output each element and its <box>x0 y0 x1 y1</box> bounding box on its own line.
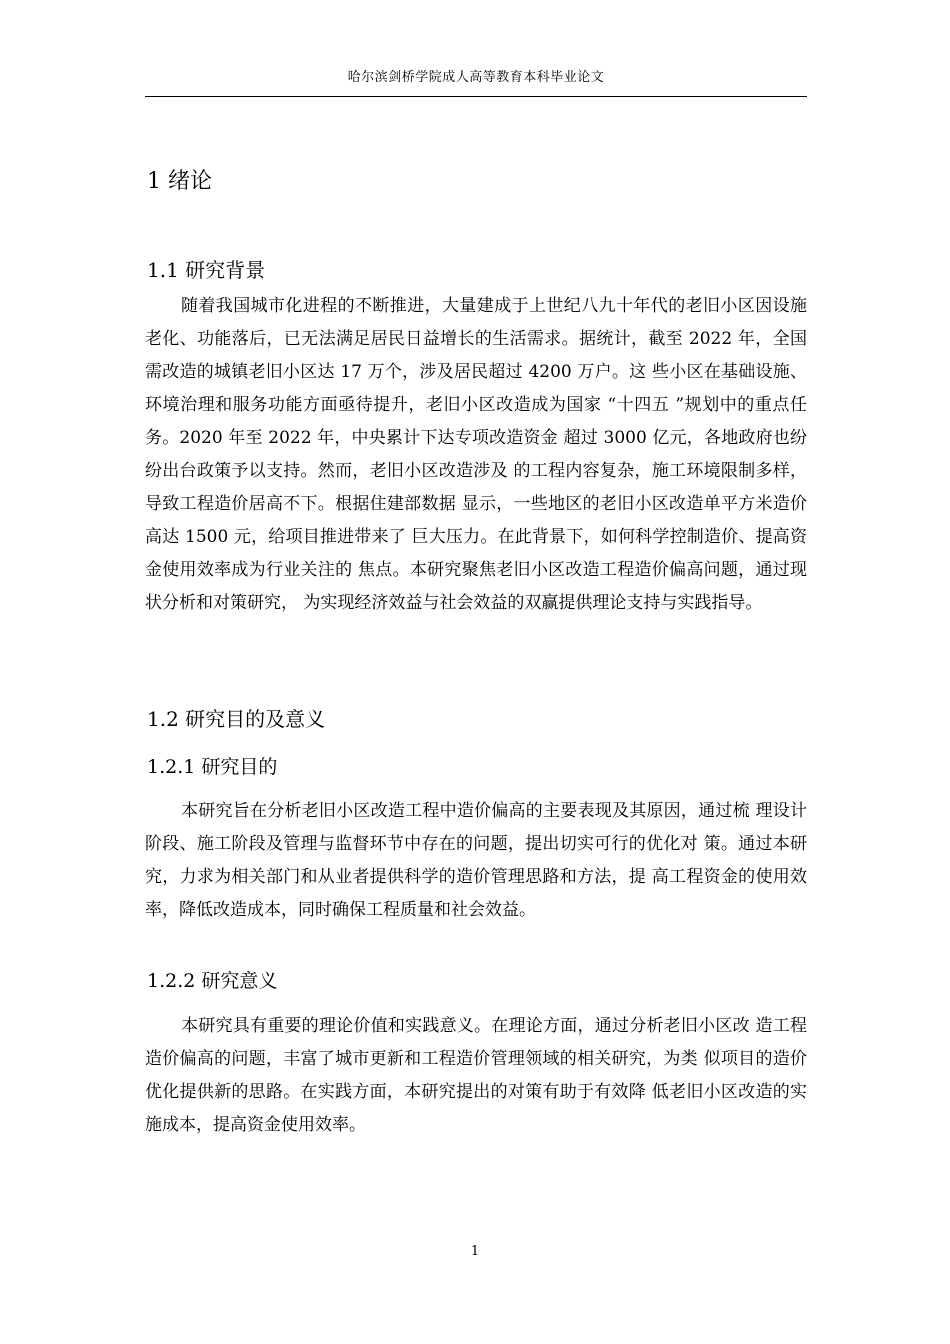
running-header: 哈尔滨剑桥学院成人高等教育本科毕业论文 <box>347 70 605 85</box>
section-1-2-title: 1.2 研究目的及意义 <box>147 707 326 731</box>
section-1-1-title: 1.1 研究背景 <box>147 258 266 282</box>
section-1-2-2-paragraph: 本研究具有重要的理论价值和实践意义。在理论方面，通过分析老旧小区改 造工程造价偏高的问题，丰富了城市更新和工程造价管理领域的相关研究，为类 似项目的造价优化提供新的思路。在实践方面，本研究提出的对策有助于有效降 低老旧小区改造的实施成本，提高资金使用效率。 <box>145 1016 807 1135</box>
chapter-title: 1 绪论 <box>147 169 212 194</box>
section-1-2-1-paragraph: 本研究旨在分析老旧小区改造工程中造价偏高的主要表现及其原因，通过梳 理设计阶段、施工阶段及管理与监督环节中存在的问题，提出切实可行的优化对 策。通过本研究，力求为相关部门和从业者提供科学的造价管理思路和方法，提 高工程资金的使用效率，降低改造成本，同时确保工程质量和社会效益。 <box>145 801 807 920</box>
header-divider <box>145 96 807 97</box>
page-number: 1 <box>470 1244 480 1259</box>
section-1-2-2-title: 1.2.2 研究意义 <box>147 970 278 992</box>
section-1-2-1-title: 1.2.1 研究目的 <box>147 756 278 778</box>
section-1-1-paragraph: 随着我国城市化进程的不断推进，大量建成于上世纪八九十年代的老旧小区因设施老化、功能落后，已无法满足居民日益增长的生活需求。据统计，截至 2022 年，全国需改造的城镇老旧小区达 17 万个，涉及居民超过 4200 万户。这 些小区在基础设施、环境治理和服务功能方面亟待提升，老旧小区改造成为国家 “十四五 ”规划中的重点任务。2020 年至 2022 年，中央累计下达专项改造资金 超过 3000 亿元，各地政府也纷纷出台政策予以支持。然而，老旧小区改造涉及 的工程内容复杂，施工环境限制多样，导致工程造价居高不下。根据住建部数据 显示，一些地区的老旧小区改造单平方米造价高达 1500 元，给项目推进带来了 巨大压力。在此背景下，如何科学控制造价、提高资金使用效率成为行业关注的 焦点。本研究聚焦老旧小区改造工程造价偏高问题，通过现状分析和对策研究， 为实现经济效益与社会效益的双赢提供理论支持与实践指导。 <box>145 296 807 613</box>
